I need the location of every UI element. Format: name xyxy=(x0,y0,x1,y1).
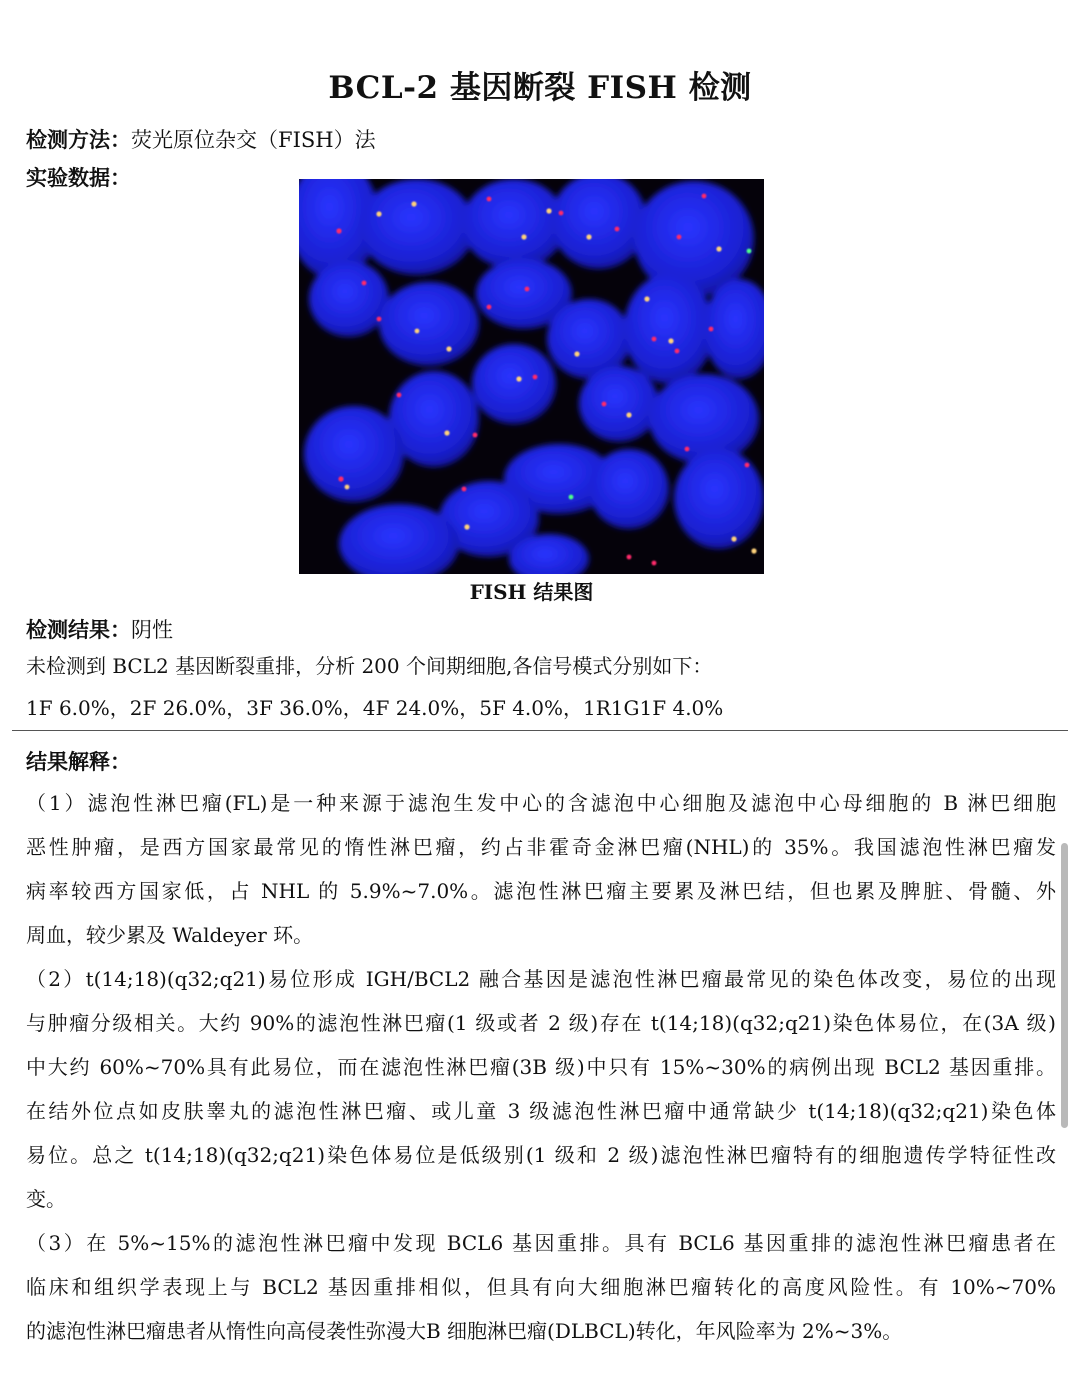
method-line xyxy=(26,124,376,154)
data-label: 实验数据： xyxy=(26,165,131,190)
data-line xyxy=(26,162,131,192)
paragraph-line: 临床和组织学表现上与 BCL2 基因重排相似，但具有向大细胞淋巴瘤转化的高度风险性。有 10%~70% xyxy=(26,1275,1056,1299)
image-caption: FISH 结果图 xyxy=(469,580,594,604)
paragraph-line: 周血，较少累及 Waldeyer 环。 xyxy=(26,923,314,947)
paragraph-line: （1）滤泡性淋巴瘤(FL)是一种来源于滤泡生发中心的含滤泡中心细胞及滤泡中心母细胞的 B 淋巴细胞 xyxy=(26,791,1056,815)
result-value: 阴性 xyxy=(131,618,173,642)
section-divider xyxy=(12,730,1068,731)
interpretation-paragraph-2 xyxy=(26,957,1056,1221)
result-label: 检测结果： xyxy=(26,617,131,642)
paragraph-line: 易位。总之 t(14;18)(q32;q21)染色体易位是低级别(1 级和 2 级)滤泡性淋巴瘤特有的细胞遗传学特征性改 xyxy=(26,1143,1056,1167)
fish-result-image xyxy=(299,179,764,574)
paragraph-line: 变。 xyxy=(26,1187,66,1211)
paragraph-line: 的滤泡性淋巴瘤患者从惰性向高侵袭性弥漫大B 细胞淋巴瘤(DLBCL)转化，年风险率为 2%~3%。 xyxy=(26,1319,903,1343)
interpretation-line xyxy=(26,746,131,776)
interpretation-paragraph-1 xyxy=(26,781,1056,957)
result-description: 未检测到 BCL2 基因断裂重排，分析 200 个间期细胞,各信号模式分别如下： xyxy=(26,654,713,678)
paragraph-line: 与肿瘤分级相关。大约 90%的滤泡性淋巴瘤(1 级或者 2 级)存在 t(14;18)(q32;q21)染色体易位，在(3A 级) xyxy=(26,1011,1056,1035)
method-value: 荧光原位杂交（FISH）法 xyxy=(131,128,376,152)
paragraph-line: 在结外位点如皮肤睾丸的滤泡性淋巴瘤、或儿童 3 级滤泡性淋巴瘤中通常缺少 t(14;18)(q32;q21)染色体 xyxy=(26,1099,1056,1123)
interpretation-label: 结果解释： xyxy=(26,749,131,774)
method-label: 检测方法： xyxy=(26,127,131,152)
paragraph-line: （3）在 5%~15%的滤泡性淋巴瘤中发现 BCL6 基因重排。具有 BCL6 基因重排的滤泡性淋巴瘤患者在 xyxy=(26,1231,1056,1255)
interpretation-paragraph-3 xyxy=(26,1221,1056,1353)
paragraph-line: 恶性肿瘤，是西方国家最常见的惰性淋巴瘤，约占非霍奇金淋巴瘤(NHL)的 35%。我国滤泡性淋巴瘤发 xyxy=(26,835,1056,859)
paragraph-line: 病率较西方国家低，占 NHL 的 5.9%~7.0%。滤泡性淋巴瘤主要累及淋巴结，但也累及脾脏、骨髓、外 xyxy=(26,879,1056,903)
page-title: BCL-2 基因断裂 FISH 检测 xyxy=(328,70,752,106)
result-line xyxy=(26,614,173,644)
paragraph-line: （2）t(14;18)(q32;q21)易位形成 IGH/BCL2 融合基因是滤泡性淋巴瘤最常见的染色体改变，易位的出现 xyxy=(26,967,1056,991)
vertical-scrollbar[interactable] xyxy=(1061,843,1068,1128)
fish-micrograph xyxy=(299,179,764,574)
paragraph-line: 中大约 60%~70%具有此易位，而在滤泡性淋巴瘤(3B 级)中只有 15%~30%的病例出现 BCL2 基因重排。 xyxy=(26,1055,1056,1079)
signal-patterns: 1F 6.0%，2F 26.0%，3F 36.0%，4F 24.0%，5F 4.0%，1R1G1F 4.0% xyxy=(26,696,724,720)
